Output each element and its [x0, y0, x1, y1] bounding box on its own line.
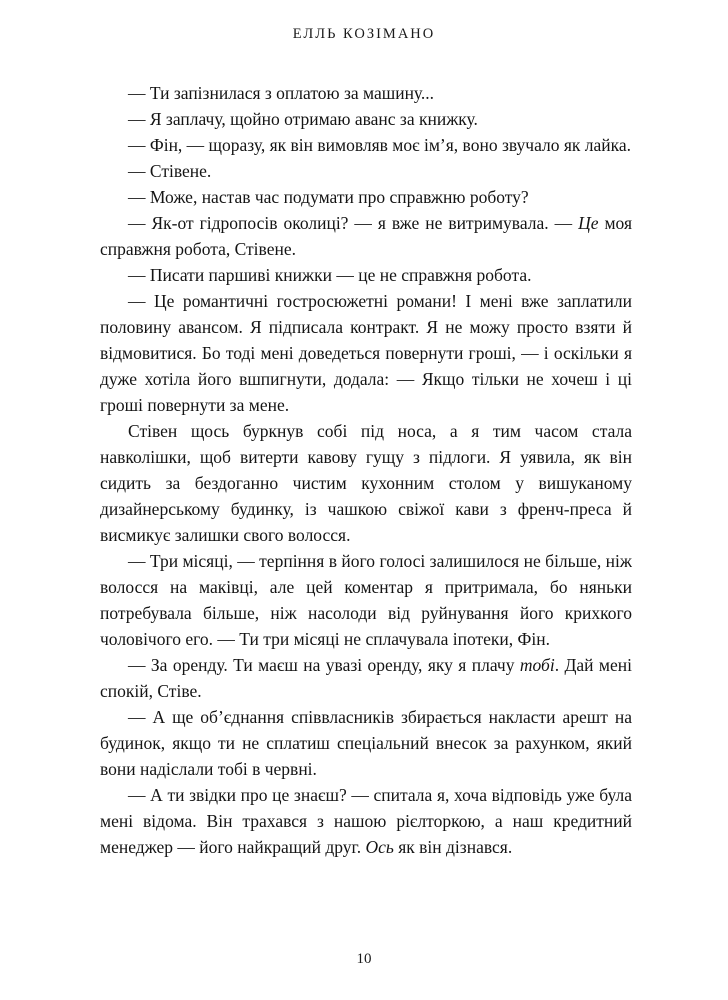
- body-text: [100, 80, 632, 860]
- page-number: 10: [356, 951, 372, 967]
- paragraph: [100, 288, 632, 418]
- text-run: . Дай мені спокій, Стіве.: [100, 655, 632, 701]
- text-run: — Три місяці, — терпіння в його голосі залишилося не більше, ніж волосся на маківці, але цей коментар я притримала, бо няньки потребувала більше, ніж насолоди від руйнування його крихкого чоловічого его. — Ти три місяці не сплачувала іпотеки, Фін.: [100, 551, 632, 649]
- paragraph: [100, 782, 632, 860]
- text-run: — Це романтичні гостросюжетні романи! І мені вже заплатили половину авансом. Я підписала контракт. Я не можу просто взяти й відмовитися. Бо тоді мені доведеться повернути гроші, — і оскільки я дуже хотіла його вшпигнути, додала: — Якщо тільки не хочеш і ці гроші повернути за мене.: [100, 291, 632, 415]
- text-run: — Стівене.: [128, 161, 212, 181]
- text-run: — Фін, — щоразу, як він вимовляв моє ім’я, воно звучало як лайка.: [128, 135, 632, 155]
- paragraph: [100, 158, 632, 184]
- paragraph: [100, 132, 632, 158]
- paragraph: [100, 80, 632, 106]
- paragraph: [100, 210, 632, 262]
- paragraph: [100, 652, 632, 704]
- text-run: — Писати паршиві книжки — це не справжня робота.: [128, 265, 532, 285]
- text-run: — Ти запізнилася з оплатою за машину...: [128, 83, 435, 103]
- text-run: — А ти звідки про це знаєш? — спитала я, хоча відповідь уже була мені відома. Він трахався з нашою рієлторкою, а наш кредитний менеджер — його найкращий друг.: [100, 785, 632, 857]
- italic-text-run: Ось: [365, 837, 394, 857]
- paragraph: [100, 704, 632, 782]
- paragraph: [100, 548, 632, 652]
- text-run: моя справжня робота, Стівене.: [100, 213, 632, 259]
- text-run: — Як-от гідропосів околиці? — я вже не витримувала. —: [128, 213, 579, 233]
- paragraph: [100, 418, 632, 548]
- paragraph: [100, 262, 632, 288]
- text-run: — Я заплачу, щойно отримаю аванс за книжку.: [128, 109, 478, 129]
- paragraph: [100, 106, 632, 132]
- paragraph: [100, 184, 632, 210]
- italic-text-run: Це: [578, 213, 599, 233]
- text-run: як він дізнався.: [393, 837, 513, 857]
- text-run: — Може, настав час подумати про справжню роботу?: [128, 187, 529, 207]
- text-run: — А ще об’єднання співвласників збирається накласти арешт на будинок, якщо ти не сплатиш спеціальний внесок за рахунком, який вони надіслали тобі в червні.: [100, 707, 632, 779]
- italic-text-run: тобі: [519, 655, 555, 675]
- text-run: Стівен щось буркнув собі під носа, а я тим часом стала навколішки, щоб витерти кавову гущу з підлоги. Я уявила, як він сидить за бездоганно чистим кухонним столом у вишуканому дизайнерському будинку, із чашкою свіжої кави з френч-преса й висмикує залишки свого волосся.: [100, 421, 632, 545]
- running-head-author: ЕЛЛЬ КОЗІМАНО: [292, 26, 436, 42]
- text-run: — За оренду. Ти маєш на увазі оренду, яку я плачу: [128, 655, 520, 675]
